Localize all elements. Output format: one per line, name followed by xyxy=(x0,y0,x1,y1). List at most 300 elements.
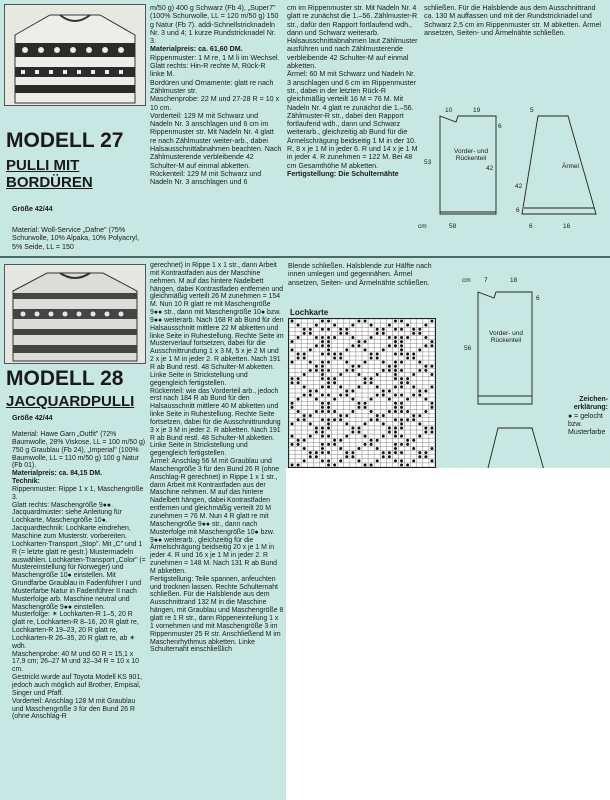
punch-hole xyxy=(400,435,403,438)
punch-hole xyxy=(327,381,330,384)
punch-hole xyxy=(315,336,318,339)
dim-label: 58 xyxy=(449,223,457,230)
punch-hole xyxy=(370,439,373,442)
punch-hole xyxy=(406,463,409,466)
punch-hole xyxy=(345,422,348,425)
punch-hole xyxy=(309,422,312,425)
punch-hole xyxy=(370,336,373,339)
front-back-label: Vorder- und Rückenteil xyxy=(454,148,488,162)
punch-hole xyxy=(339,373,342,376)
punch-hole xyxy=(303,418,306,421)
punch-hole xyxy=(339,394,342,397)
punch-hole xyxy=(309,455,312,458)
punch-hole xyxy=(364,377,367,380)
punch-hole xyxy=(315,389,318,392)
punch-hole xyxy=(321,377,324,380)
punch-hole xyxy=(345,332,348,335)
punch-hole xyxy=(400,422,403,425)
punch-hole xyxy=(321,447,324,450)
punch-hole xyxy=(376,414,379,417)
punch-hole xyxy=(388,455,391,458)
punch-hole xyxy=(370,410,373,413)
punch-hole xyxy=(333,381,336,384)
punch-hole xyxy=(357,447,360,450)
punch-hole xyxy=(321,435,324,438)
punch-hole xyxy=(394,451,397,454)
punch-hole xyxy=(424,398,427,401)
text-paragraph: Musterfolge: ✶ Lochkarten-R 1–5, 20 R glatt re, Lochkarten-R 8–16, 20 R glatt re, Lochkarten-R 19–23, 20 R glatt re, Lochkarten-R 26–35, 20 R glatt re, ab ✶ wdh. xyxy=(12,611,139,650)
punch-hole xyxy=(370,418,373,421)
punch-hole xyxy=(357,320,360,323)
dim-label: 6 xyxy=(516,207,520,214)
punch-hole xyxy=(327,377,330,380)
punch-hole xyxy=(297,352,300,355)
punch-hole xyxy=(418,451,421,454)
text-paragraph: Glatt rechts: Maschengröße 9●●. xyxy=(12,501,114,509)
punch-hole xyxy=(388,431,391,434)
punch-hole xyxy=(345,394,348,397)
punch-hole xyxy=(418,455,421,458)
punch-hole xyxy=(351,365,354,368)
pattern-diagram-27 xyxy=(418,104,606,234)
punch-hole xyxy=(351,336,354,339)
punch-hole xyxy=(357,459,360,462)
punch-hole xyxy=(424,369,427,372)
punch-hole xyxy=(376,439,379,442)
punch-hole xyxy=(315,398,318,401)
punch-hole xyxy=(418,394,421,397)
punch-hole xyxy=(357,365,360,368)
punch-hole xyxy=(351,344,354,347)
punch-hole xyxy=(309,389,312,392)
punch-hole xyxy=(388,336,391,339)
punch-hole xyxy=(412,447,415,450)
punch-hole xyxy=(357,431,360,434)
punch-hole xyxy=(370,352,373,355)
punch-hole xyxy=(315,324,318,327)
punch-hole xyxy=(412,373,415,376)
punch-hole xyxy=(321,451,324,454)
punch-hole xyxy=(357,402,360,405)
punch-hole xyxy=(351,451,354,454)
punch-hole xyxy=(297,357,300,360)
punch-hole xyxy=(321,340,324,343)
punch-hole xyxy=(382,361,385,364)
punch-hole xyxy=(406,336,409,339)
punch-hole xyxy=(412,414,415,417)
punch-hole xyxy=(382,422,385,425)
punch-hole xyxy=(345,328,348,331)
punch-hole xyxy=(291,381,294,384)
punch-hole xyxy=(321,410,324,413)
punch-hole xyxy=(370,357,373,360)
dim-label: 7 xyxy=(484,277,488,284)
text-paragraph: Gestrickt wurde auf Toyota Modell KS 901, jedoch auch möglich auf Brother, Empisal, Singer und Pfaff. xyxy=(12,674,143,697)
punch-hole xyxy=(394,361,397,364)
punch-hole xyxy=(430,365,433,368)
punch-hole xyxy=(291,463,294,466)
punch-hole xyxy=(321,394,324,397)
punch-hole xyxy=(327,352,330,355)
punch-hole xyxy=(376,459,379,462)
punch-hole xyxy=(327,418,330,421)
punch-hole xyxy=(364,340,367,343)
punch-hole xyxy=(364,435,367,438)
punch-hole xyxy=(315,455,318,458)
punch-hole xyxy=(345,455,348,458)
text-paragraph: Materialpreis: ca. 61,60 DM. xyxy=(150,45,243,54)
modell28-column-1 xyxy=(12,431,146,721)
punch-hole xyxy=(400,463,403,466)
punch-hole xyxy=(400,352,403,355)
punch-hole xyxy=(327,435,330,438)
punch-hole xyxy=(303,414,306,417)
text-paragraph: Blende schließen. Halsblende zur Hälfte nach innen umlegen und gegennähen. Ärmel ansetzen, Seiten- und Ärmelnähte schließen. xyxy=(288,262,432,287)
punch-hole xyxy=(400,381,403,384)
punch-hole xyxy=(382,328,385,331)
punch-hole xyxy=(400,394,403,397)
punch-hole xyxy=(424,451,427,454)
punch-hole xyxy=(333,324,336,327)
punch-hole xyxy=(382,394,385,397)
punch-hole xyxy=(345,348,348,351)
punch-hole xyxy=(321,320,324,323)
punch-hole xyxy=(418,414,421,417)
punch-hole xyxy=(382,414,385,417)
punch-hole xyxy=(291,435,294,438)
front-back-label: Vorder- und Rückenteil xyxy=(489,330,523,344)
punch-hole xyxy=(382,348,385,351)
punch-hole xyxy=(327,394,330,397)
punch-hole xyxy=(297,381,300,384)
punch-hole xyxy=(400,406,403,409)
dim-label: 18 xyxy=(510,277,518,284)
punch-hole xyxy=(424,344,427,347)
punch-hole xyxy=(309,361,312,364)
modell27-size: Größe 42/44 xyxy=(12,205,53,213)
punch-hole xyxy=(400,361,403,364)
punch-hole xyxy=(388,365,391,368)
dim-label: 16 xyxy=(563,223,571,230)
punch-hole xyxy=(370,398,373,401)
punch-hole xyxy=(424,431,427,434)
punch-hole xyxy=(412,357,415,360)
punch-hole xyxy=(327,406,330,409)
punch-hole xyxy=(400,410,403,413)
sweater-photo-27 xyxy=(4,4,146,106)
punch-hole xyxy=(394,369,397,372)
punch-hole xyxy=(388,410,391,413)
punch-hole xyxy=(339,459,342,462)
punch-hole xyxy=(424,324,427,327)
text-paragraph: Rückenteil: wie das Vorderteil arb., jedoch erst nach 184 R ab Bund für den Halsausschnitt mittlere 40 M abketten und linke Seite in Ruhestellung. Rechte Seite fortsetzen, dabei für die Ausschnittrundung 3 x je 3 M in jeder 2. R abketten. Nach 191 R ab Bund restl. 48 Schulter-M abketten. Linke Seite in Strickstellung und gegengleich fertigstellen. xyxy=(150,387,281,458)
modell28-column-2 xyxy=(150,262,284,654)
punch-hole xyxy=(321,328,324,331)
punch-hole xyxy=(406,439,409,442)
punch-hole xyxy=(406,352,409,355)
text-paragraph: Materialpreis: ca. 84,15 DM. xyxy=(12,470,103,478)
punch-hole xyxy=(430,385,433,388)
punch-hole xyxy=(376,447,379,450)
punch-hole xyxy=(418,422,421,425)
punch-hole xyxy=(327,402,330,405)
text-paragraph: Vorderteil: Anschlag 128 M mit Graublau und Maschengröße 3 für den Bund 26 R (ohne Anschlag-R xyxy=(12,697,136,721)
punch-hole xyxy=(382,455,385,458)
punch-hole xyxy=(297,439,300,442)
punch-hole xyxy=(345,361,348,364)
punch-hole xyxy=(424,426,427,429)
punch-hole xyxy=(376,357,379,360)
punch-hole xyxy=(388,324,391,327)
punch-hole xyxy=(364,402,367,405)
punch-hole xyxy=(357,385,360,388)
punch-hole xyxy=(327,336,330,339)
punch-hole xyxy=(394,431,397,434)
punch-hole xyxy=(321,426,324,429)
punch-hole xyxy=(394,410,397,413)
punch-hole xyxy=(418,361,421,364)
punch-hole xyxy=(351,369,354,372)
punch-hole xyxy=(321,373,324,376)
punch-hole xyxy=(315,431,318,434)
punch-hole xyxy=(400,385,403,388)
punch-hole xyxy=(430,402,433,405)
punch-hole xyxy=(321,418,324,421)
modell27-material: Material: Woll-Service „Dafne" (75% Schurwolle, 10% Alpaka, 10% Polyacryl, 5% Seide, LL = 150 xyxy=(12,226,139,251)
punch-hole xyxy=(412,352,415,355)
punch-hole xyxy=(400,402,403,405)
punch-hole xyxy=(382,389,385,392)
punch-hole xyxy=(321,369,324,372)
punch-hole xyxy=(333,398,336,401)
punch-hole xyxy=(351,455,354,458)
punch-hole xyxy=(321,365,324,368)
punch-hole xyxy=(351,324,354,327)
punch-hole xyxy=(364,422,367,425)
dim-label: 53 xyxy=(424,159,432,166)
punch-hole xyxy=(382,369,385,372)
punch-hole xyxy=(297,377,300,380)
punch-hole xyxy=(406,418,409,421)
punch-hole xyxy=(327,344,330,347)
punch-hole xyxy=(430,426,433,429)
punch-hole xyxy=(321,344,324,347)
punch-hole xyxy=(333,357,336,360)
punch-hole xyxy=(430,459,433,462)
punch-hole xyxy=(339,357,342,360)
punch-hole xyxy=(370,443,373,446)
punch-hole xyxy=(303,447,306,450)
punch-hole xyxy=(303,385,306,388)
punch-hole xyxy=(400,377,403,380)
punch-hole xyxy=(345,369,348,372)
punch-hole xyxy=(418,332,421,335)
dim-label: cm xyxy=(418,223,427,230)
punch-hole xyxy=(351,389,354,392)
punch-hole xyxy=(406,410,409,413)
punch-hole xyxy=(412,385,415,388)
punch-hole xyxy=(291,422,294,425)
punch-hole xyxy=(394,459,397,462)
text-paragraph: Material: Hawe Garn „Outfit" (72% Baumwolle, 28% Viskose, LL = 100 m/50 g) 750 g Graublau (Fb 24), „Imperial" (100% Baumwolle, LL = 110 m/50 g) 100 g Natur (Fb 01). xyxy=(12,431,146,470)
punch-hole xyxy=(412,332,415,335)
punch-hole xyxy=(321,336,324,339)
punch-hole xyxy=(303,459,306,462)
punch-hole xyxy=(339,439,342,442)
punch-hole xyxy=(418,389,421,392)
punch-hole xyxy=(376,332,379,335)
text-paragraph: Glatt rechts: Hin-R rechte M, Rück-R linke M. xyxy=(150,62,266,79)
punch-hole xyxy=(303,439,306,442)
punch-hole xyxy=(424,410,427,413)
punch-hole xyxy=(376,328,379,331)
text-paragraph: Rippenmuster: 1 M re, 1 M li im Wechsel. xyxy=(150,53,280,62)
punch-hole xyxy=(315,426,318,429)
punch-hole xyxy=(394,443,397,446)
modell27-column-4 xyxy=(424,4,604,37)
punch-hole xyxy=(327,385,330,388)
punch-hole xyxy=(394,373,397,376)
punch-hole xyxy=(370,324,373,327)
punch-hole xyxy=(351,410,354,413)
punch-hole xyxy=(424,389,427,392)
punch-hole xyxy=(376,418,379,421)
punch-hole xyxy=(382,435,385,438)
punch-hole xyxy=(309,332,312,335)
text-paragraph: Fertigstellung: Die Schulternähte xyxy=(287,169,399,178)
punch-hole xyxy=(303,394,306,397)
punch-hole xyxy=(400,459,403,462)
punch-hole xyxy=(400,344,403,347)
sweater-illustration-27 xyxy=(5,5,145,105)
punch-hole xyxy=(394,328,397,331)
punch-hole xyxy=(339,414,342,417)
modell28-size: Größe 42/44 xyxy=(12,414,53,422)
punch-hole xyxy=(370,377,373,380)
punch-hole xyxy=(412,394,415,397)
punch-hole xyxy=(400,348,403,351)
punch-hole xyxy=(333,336,336,339)
punch-hole xyxy=(382,332,385,335)
punch-hole xyxy=(327,451,330,454)
punch-hole xyxy=(357,426,360,429)
punch-hole xyxy=(297,418,300,421)
punch-hole xyxy=(297,324,300,327)
blank-area xyxy=(286,468,610,800)
punch-hole xyxy=(430,447,433,450)
punch-hole xyxy=(382,451,385,454)
punch-hole xyxy=(400,328,403,331)
punch-hole xyxy=(364,348,367,351)
punch-hole xyxy=(418,328,421,331)
dim-label: 6 xyxy=(529,223,533,230)
dim-label: 5 xyxy=(530,107,534,114)
punch-hole xyxy=(406,443,409,446)
legend-title: Zeichen-erklärung: xyxy=(573,396,608,411)
punch-hole xyxy=(339,328,342,331)
punch-hole xyxy=(394,406,397,409)
text-paragraph: Vorderteil: 129 M mit Schwarz und Nadeln Nr. 3 anschlagen und 6 cm im Rippenmuster str. Mit Nadeln Nr. 4 glatt re nach Zählmuster weiter-arb., dabei Halsausschnittabnahmen beachten. Nach Zählmusterende verbleibende 42 Schulter-M auf einmal abketten. xyxy=(150,111,282,170)
punch-hole xyxy=(303,328,306,331)
punch-hole xyxy=(400,443,403,446)
modell27-column-3 xyxy=(287,4,419,178)
punch-hole xyxy=(333,463,336,466)
punch-hole xyxy=(291,406,294,409)
punch-hole xyxy=(309,369,312,372)
text-paragraph: Rippenmuster: Rippe 1 x 1, Maschengröße 3. xyxy=(12,485,144,501)
punch-hole xyxy=(400,340,403,343)
punch-hole xyxy=(291,348,294,351)
punch-hole xyxy=(291,320,294,323)
lochkarte-title: Lochkarte xyxy=(290,308,329,317)
punch-hole xyxy=(309,394,312,397)
punch-hole xyxy=(394,394,397,397)
punch-hole xyxy=(309,435,312,438)
punch-hole xyxy=(297,336,300,339)
punch-hole xyxy=(388,344,391,347)
punch-hole xyxy=(394,418,397,421)
punch-hole xyxy=(297,443,300,446)
punch-hole xyxy=(291,377,294,380)
punch-hole xyxy=(339,447,342,450)
punch-hole xyxy=(333,439,336,442)
punch-hole xyxy=(327,463,330,466)
punch-hole xyxy=(430,373,433,376)
punch-hole xyxy=(370,463,373,466)
sweater-illustration-28 xyxy=(5,265,145,363)
punch-hole xyxy=(333,443,336,446)
punch-hole xyxy=(315,365,318,368)
punch-hole xyxy=(400,369,403,372)
punch-hole xyxy=(418,369,421,372)
punch-hole xyxy=(388,389,391,392)
punch-hole xyxy=(309,451,312,454)
text-paragraph: Maschenprobe: 22 M und 27-28 R = 10 x 10 cm. xyxy=(150,95,280,112)
punch-hole xyxy=(400,336,403,339)
punch-hole xyxy=(394,402,397,405)
punch-hole xyxy=(364,381,367,384)
punch-hole xyxy=(333,352,336,355)
punch-hole xyxy=(315,369,318,372)
punch-hole xyxy=(394,435,397,438)
punch-hole xyxy=(339,332,342,335)
modell28-column-3 xyxy=(288,262,438,287)
modell27-title: MODELL 27 xyxy=(6,129,124,152)
sweater-photo-28 xyxy=(4,264,146,364)
punch-hole xyxy=(345,435,348,438)
punch-hole xyxy=(321,402,324,405)
punch-hole xyxy=(351,431,354,434)
modell27-subtitle-1: PULLI MIT xyxy=(6,157,80,174)
punch-hole xyxy=(430,431,433,434)
punch-hole xyxy=(339,418,342,421)
text-paragraph: Rückenteil: 129 M mit Schwarz und Nadeln Nr. 3 anschlagen und 6 xyxy=(150,169,262,187)
punch-hole xyxy=(297,463,300,466)
punch-hole xyxy=(345,451,348,454)
punch-hole xyxy=(388,398,391,401)
text-paragraph: cm im Rippenmuster str. Mit Nadeln Nr. 4 glatt re zunächst die 1.–56. Zählmuster-R str., dafür den Rapport fortlaufend wdh., dann und Schwarz weiterarb. Halsausschnittabnahmen laut Zählmuster ausführen und nach Zählmusterende verbleibende 42 Schulter-M auf einmal abketten. xyxy=(287,4,418,71)
punch-hole xyxy=(394,377,397,380)
punch-hole xyxy=(424,455,427,458)
punch-hole xyxy=(291,361,294,364)
dim-label: cm xyxy=(462,277,471,284)
text-paragraph: schließen. Für die Halsblende aus dem Ausschnittrand ca. 130 M auffassen und mit der Rundstricknadel und Schwarz 2,5 cm im Rippenmuster str. M abketten. Ärmel ansetzen, Seiten- und Ärmelnähte schließen. xyxy=(424,4,602,37)
punch-hole xyxy=(376,352,379,355)
punch-hole xyxy=(327,340,330,343)
punch-hole xyxy=(291,340,294,343)
text-paragraph: Maschenprobe: 40 M und 60 R = 15,1 x 17,9 cm; 26–27 M und 32–34 R = 10 x 10 cm. xyxy=(12,650,139,674)
punch-hole xyxy=(327,361,330,364)
